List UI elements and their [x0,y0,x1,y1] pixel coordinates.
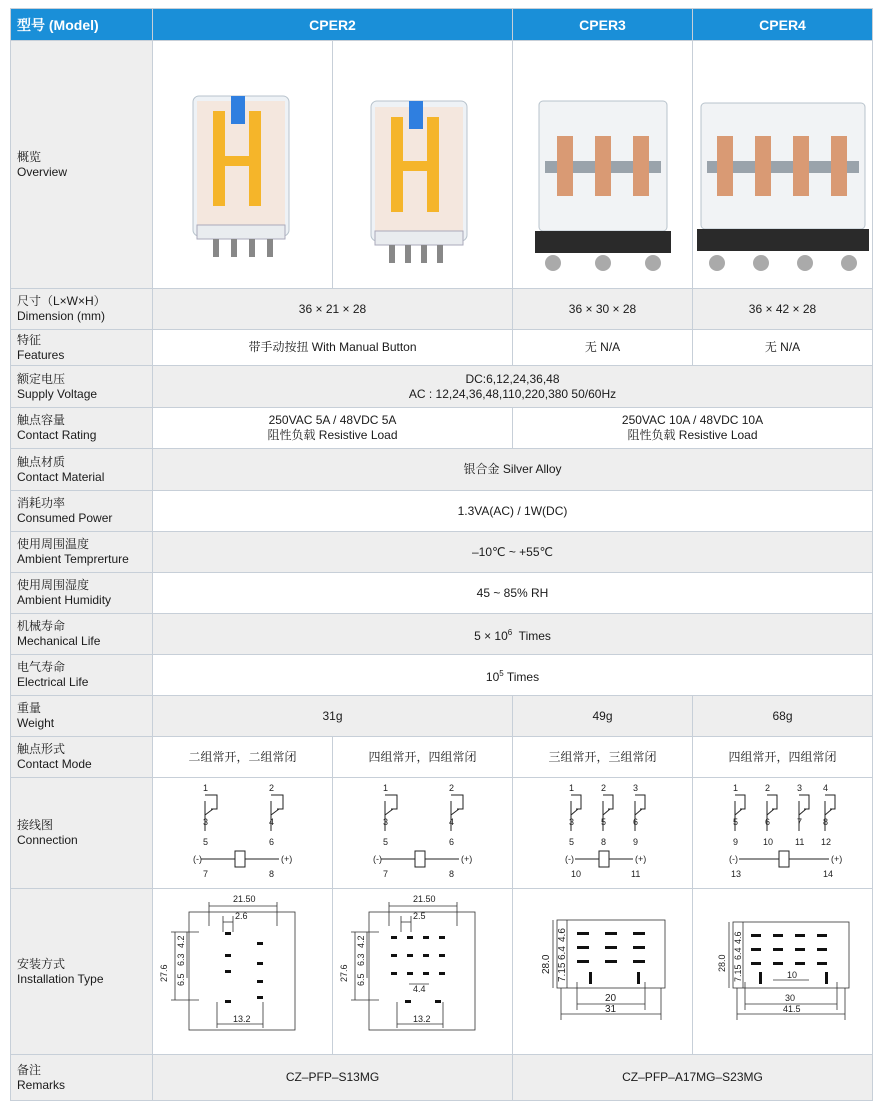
svg-text:(-): (-) [729,854,738,864]
svg-text:7.15: 7.15 [733,963,743,982]
svg-text:4.6: 4.6 [557,927,568,942]
rating-cper2: 250VAC 5A / 48VDC 5A 阻性负载 Resistive Load [153,408,513,449]
svg-text:2: 2 [269,783,275,793]
rating-label: 触点容量 Contact Rating [11,408,153,449]
svg-text:9: 9 [733,837,739,847]
overview-row [11,41,873,289]
svg-text:6.5: 6.5 [176,972,186,986]
svg-text:5: 5 [601,817,607,827]
humidity-row [11,573,873,614]
mech-life-value: $5 \times 10^6$ Times [153,614,873,655]
model-cper4: CPER4 [693,9,873,41]
svg-text:10: 10 [787,969,798,980]
photo-cper2-b [333,41,513,289]
svg-text:(+): (+) [281,854,293,864]
material-label: 触点材质 Contact Material [11,449,153,491]
svg-text:(-): (-) [565,854,574,864]
svg-text:7: 7 [383,869,389,879]
svg-text:6.3: 6.3 [356,952,366,966]
contact-mode-1: 二组常开，二组常闭 [153,737,333,778]
svg-text:2: 2 [449,783,455,793]
svg-text:28.0: 28.0 [717,953,727,972]
svg-text:8: 8 [449,869,455,879]
svg-text:41.5: 41.5 [783,1003,801,1014]
mech-life-row [11,614,873,655]
weight-cper2: 31g [153,696,513,737]
model-label: 型号 (Model) [11,9,153,41]
installation-diagram-4 [693,889,873,1055]
svg-text:6.5: 6.5 [356,972,366,986]
svg-text:3: 3 [569,817,575,827]
svg-text:4.2: 4.2 [176,934,186,948]
svg-text:(+): (+) [831,854,843,864]
svg-text:1: 1 [733,783,739,793]
svg-text:6.4: 6.4 [733,946,743,960]
features-row [11,330,873,366]
model-cper3: CPER3 [513,9,693,41]
svg-text:10: 10 [763,837,774,847]
mech-life-label: 机械寿命 Mechanical Life [11,614,153,655]
svg-text:7.15: 7.15 [557,962,568,982]
svg-text:(-): (-) [373,854,382,864]
voltage-row [11,366,873,408]
rating-cper3-4: 250VAC 10A / 48VDC 10A 阻性负载 Resistive Load [513,408,873,449]
svg-text:4: 4 [269,817,275,827]
features-cper2: 带手动按扭 With Manual Button [153,330,513,366]
weight-label: 重量 Weight [11,696,153,737]
voltage-value: DC:6,12,24,36,48 AC : 12,24,36,48,110,220,380 50/60Hz [153,366,873,408]
power-label: 消耗功率 Consumed Power [11,491,153,532]
dimension-cper3: 36 × 30 × 28 [513,289,693,330]
dimension-cper4: 36 × 42 × 28 [693,289,873,330]
connection-label: 接线图 Connection [11,778,153,889]
svg-text:20: 20 [605,992,617,1004]
photo-cper4 [693,41,873,289]
humidity-label: 使用周围湿度 Ambient Humidity [11,573,153,614]
svg-text:12: 12 [821,837,832,847]
svg-text:8: 8 [823,817,829,827]
svg-text:9: 9 [633,837,639,847]
photo-cper2-a [153,41,333,289]
svg-text:7: 7 [797,817,803,827]
material-row [11,449,873,491]
contact-mode-2: 四组常开，四组常闭 [333,737,513,778]
spec-table [10,8,873,1101]
installation-row [11,889,873,1055]
features-label: 特征 Features [11,330,153,366]
svg-text:27.6: 27.6 [159,963,169,982]
svg-text:(+): (+) [635,854,647,864]
photo-cper3 [513,41,693,289]
svg-text:14: 14 [823,869,834,879]
temperature-row [11,532,873,573]
svg-text:4.6: 4.6 [733,930,743,944]
svg-text:11: 11 [631,869,641,879]
connection-diagram-3 [513,778,693,889]
remarks-row [11,1055,873,1101]
contact-mode-row [11,737,873,778]
svg-text:3: 3 [633,783,639,793]
svg-text:1: 1 [203,783,209,793]
svg-text:6: 6 [765,817,771,827]
svg-text:(+): (+) [461,854,473,864]
svg-text:2: 2 [601,783,607,793]
svg-text:8: 8 [269,869,275,879]
svg-text:21.50: 21.50 [233,893,256,904]
remarks-cper3-4: CZ–PFP–A17MG–S23MG [513,1055,873,1101]
power-value: 1.3VA(AC) / 1W(DC) [153,491,873,532]
contact-mode-4: 四组常开，四组常闭 [693,737,873,778]
svg-text:3: 3 [383,817,389,827]
svg-text:13.2: 13.2 [233,1013,251,1024]
svg-text:13: 13 [731,869,742,879]
svg-text:4.2: 4.2 [356,934,366,948]
remarks-cper2: CZ–PFP–S13MG [153,1055,513,1101]
svg-text:2: 2 [765,783,771,793]
header-row [11,9,873,41]
installation-diagram-1 [153,889,333,1055]
svg-text:6.3: 6.3 [176,952,186,966]
model-cper2: CPER2 [153,9,513,41]
weight-cper3: 49g [513,696,693,737]
installation-diagram-2 [333,889,513,1055]
humidity-value: 45 ~ 85% RH [153,573,873,614]
svg-text:(-): (-) [193,854,202,864]
svg-text:5: 5 [569,837,575,847]
svg-text:5: 5 [203,837,209,847]
weight-cper4: 68g [693,696,873,737]
temperature-value: –10℃ ~ +55℃ [153,532,873,573]
svg-text:30: 30 [785,992,796,1003]
elec-life-label: 电气寿命 Electrical Life [11,655,153,696]
svg-text:3: 3 [203,817,209,827]
svg-text:27.6: 27.6 [339,963,349,982]
connection-diagram-1 [153,778,333,889]
svg-text:4: 4 [823,783,829,793]
contact-mode-3: 三组常开，三组常闭 [513,737,693,778]
material-value: 银合金 Silver Alloy [153,449,873,491]
svg-text:6: 6 [449,837,455,847]
svg-text:31: 31 [605,1003,617,1015]
svg-text:6: 6 [269,837,275,847]
connection-diagram-2 [333,778,513,889]
voltage-label: 额定电压 Supply Voltage [11,366,153,408]
svg-text:4.4: 4.4 [413,983,426,994]
overview-label: 概览 Overview [11,41,153,289]
svg-text:1: 1 [383,783,389,793]
svg-text:5: 5 [383,837,389,847]
connection-diagram-4 [693,778,873,889]
svg-text:21.50: 21.50 [413,893,436,904]
features-cper3: 无 N/A [513,330,693,366]
svg-text:10: 10 [571,869,582,879]
svg-text:8: 8 [601,837,607,847]
svg-text:5: 5 [733,817,739,827]
temperature-label: 使用周围温度 Ambient Temprerture [11,532,153,573]
svg-text:3: 3 [797,783,803,793]
svg-text:11: 11 [795,837,805,847]
dimension-row [11,289,873,330]
remarks-label: 备注 Remarks [11,1055,153,1101]
contact-mode-label: 触点形式 Contact Mode [11,737,153,778]
dimension-cper2: 36 × 21 × 28 [153,289,513,330]
installation-label: 安装方式 Installation Type [11,889,153,1055]
features-cper4: 无 N/A [693,330,873,366]
installation-diagram-3 [513,889,693,1055]
dimension-label: 尺寸（L×W×H） Dimension (mm) [11,289,153,330]
elec-life-value: $10^5$ Times [153,655,873,696]
svg-text:1: 1 [569,783,575,793]
svg-text:6: 6 [633,817,639,827]
svg-text:7: 7 [203,869,209,879]
weight-row [11,696,873,737]
power-row [11,491,873,532]
svg-text:6.4: 6.4 [557,945,568,960]
svg-text:2.5: 2.5 [413,910,426,921]
svg-text:2.6: 2.6 [235,910,248,921]
elec-life-row [11,655,873,696]
svg-text:13.2: 13.2 [413,1013,431,1024]
svg-text:4: 4 [449,817,455,827]
svg-text:28.0: 28.0 [541,954,552,974]
rating-row [11,408,873,449]
connection-row [11,778,873,889]
